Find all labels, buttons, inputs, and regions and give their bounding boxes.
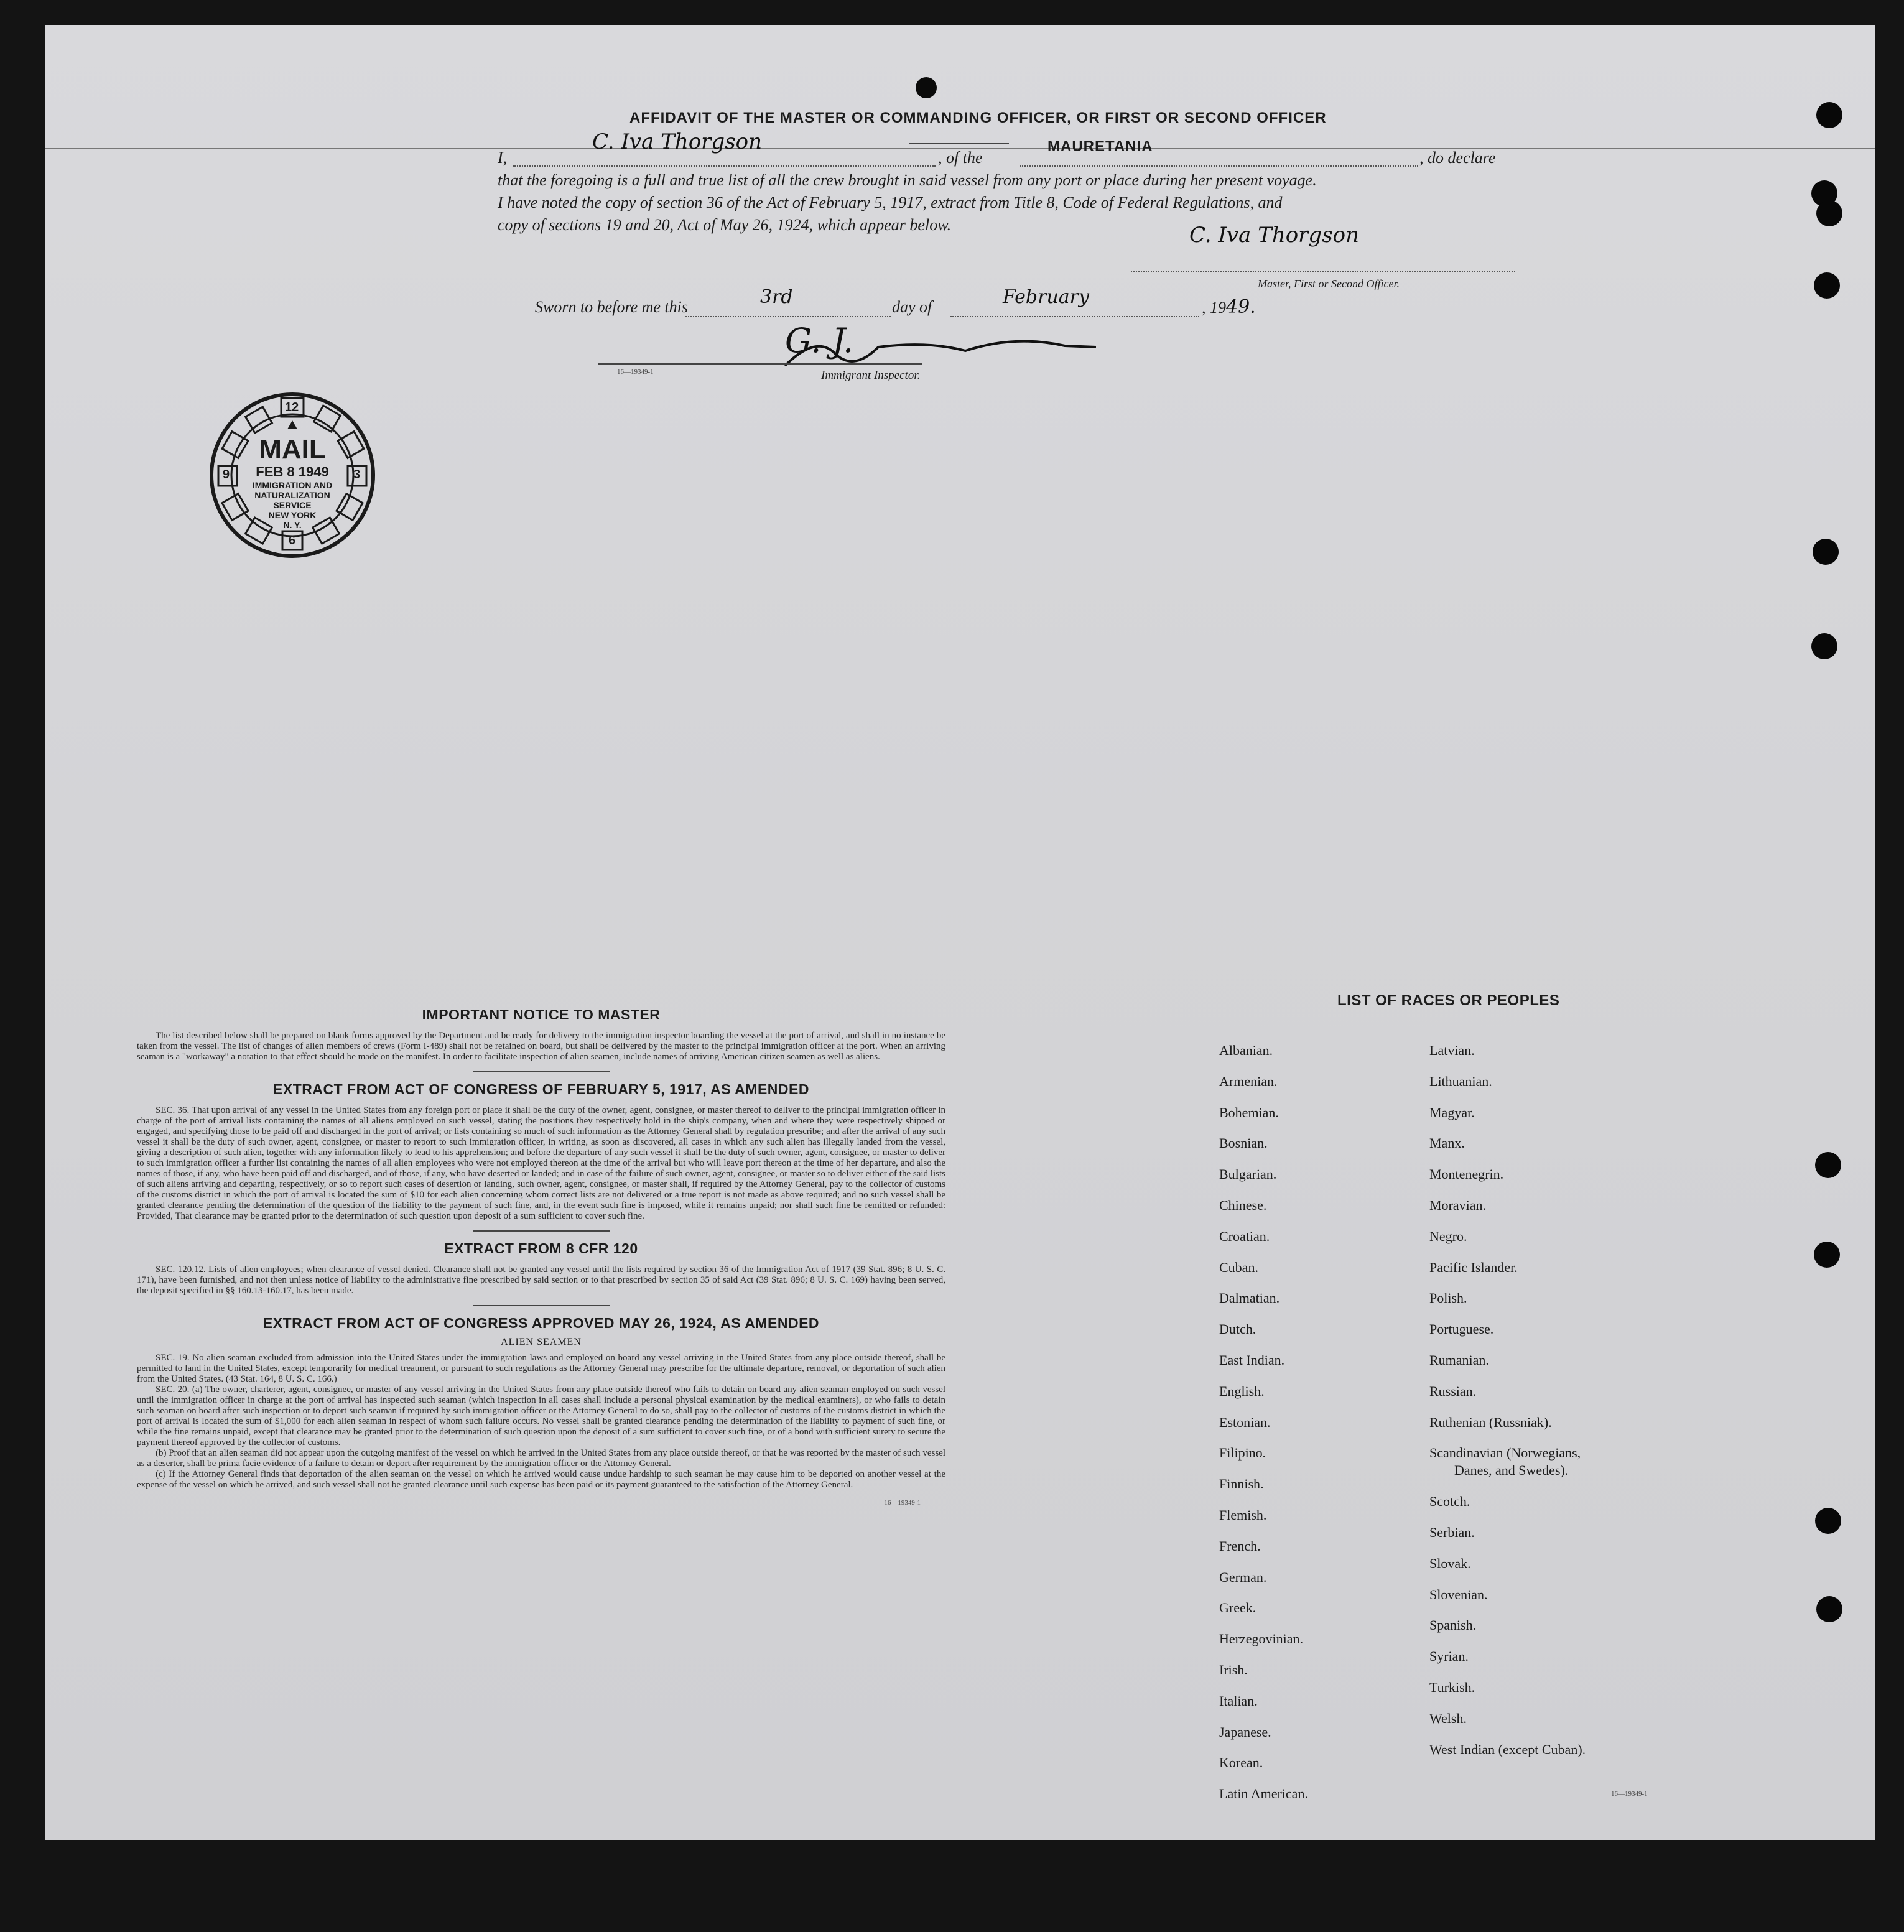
title-underline xyxy=(909,143,1009,144)
punch-hole-top xyxy=(916,77,937,98)
races-title: LIST OF RACES OR PEOPLES xyxy=(1337,992,1560,1009)
affidavit-body-line2: I have noted the copy of section 36 of the Act of February 5, 1917, extract from Title 8, Code of Federal Regulations, and xyxy=(498,193,1283,211)
vessel-name: MAURETANIA xyxy=(1047,138,1153,155)
race-item: Slovak. xyxy=(1429,1555,1471,1571)
race-item: Chinese. xyxy=(1219,1197,1267,1213)
vessel-name-line xyxy=(1020,165,1418,167)
stamp-hour-12: 12 xyxy=(285,401,299,414)
punch-hole xyxy=(1815,1152,1841,1178)
race-item: Bosnian. xyxy=(1219,1135,1268,1151)
notice-column xyxy=(137,1006,945,1507)
extract-cfr-title: EXTRACT FROM 8 CFR 120 xyxy=(444,1240,638,1256)
race-item: West Indian (except Cuban). xyxy=(1429,1741,1586,1757)
section-divider xyxy=(473,1305,610,1306)
punch-hole xyxy=(1813,539,1839,565)
race-item: Cuban. xyxy=(1219,1259,1258,1275)
races-form-number: 16—19349-1 xyxy=(1611,1790,1648,1798)
section-divider xyxy=(473,1071,610,1072)
race-item: Turkish. xyxy=(1429,1679,1475,1695)
year-value: 49. xyxy=(1226,296,1256,318)
notice-paragraph: The list described below shall be prepared on blank forms approved by the Department and be ready for delivery to the immigration inspector boarding the vessel at the port of arrival, and shall in no instance be taken from the vessel. The list of changes of alien members of crews (Form I-489) shall not be retained on board, but shall be delivered by the master to the principal immigration officer at the port. When an arriving seaman is a "workaway" a notation to that effect should be made on the manifest. In order to facilitate inspection of alien seamen, include names of arriving American citizen seamen as well as aliens. xyxy=(137,1031,945,1062)
race-item: Japanese. xyxy=(1219,1724,1271,1740)
do-declare-label: , do declare xyxy=(1419,149,1496,167)
sworn-month: February xyxy=(1003,286,1089,308)
master-caption xyxy=(1258,272,1400,295)
race-item: Bulgarian. xyxy=(1219,1166,1277,1182)
stamp-line3: SERVICE xyxy=(273,500,312,510)
extract-cfr-paragraph: SEC. 120.12. Lists of alien employees; when clearance of vessel denied. Clearance shall not be granted any vessel until the lists required by section 36 of the Immigration Act of 1917 (39 Stat. 896; 8 U. S. C. 171), have been furnished, and not then unless notice of liability to the administrative fine prescribed by said section or to that prescribed by section 35 of said Act (39 Stat. 896; 8 U. S. C. 169) having been served, the deposit specified in §§ 160.13-160.17, has been made. xyxy=(137,1265,945,1296)
race-item: Greek. xyxy=(1219,1600,1256,1616)
race-item: Spanish. xyxy=(1429,1617,1477,1633)
notice-title: IMPORTANT NOTICE TO MASTER xyxy=(422,1006,661,1023)
race-item: Herzegovinian. xyxy=(1219,1631,1303,1647)
affidavit-body-line3: copy of sections 19 and 20, Act of May 26, 1924, which appear below. xyxy=(498,216,952,234)
extract-1917-title: EXTRACT FROM ACT OF CONGRESS OF FEBRUARY 5, 1917, AS AMENDED xyxy=(273,1081,809,1097)
stamp-hour-6: 6 xyxy=(289,534,296,547)
race-item: Lithuanian. xyxy=(1429,1073,1492,1089)
race-item: Irish. xyxy=(1219,1662,1248,1678)
master-name-line xyxy=(513,165,936,167)
notice-text xyxy=(137,1031,945,1062)
race-item: Serbian. xyxy=(1429,1525,1475,1540)
extract-1924-sec19: SEC. 19. No alien seaman excluded from admission into the United States under the immigration laws and employed on board any vessel arriving in the United States from any place outside thereof, shall be permitted to land in the United States, except temporarily for medical treatment, or pursuant to such regulations as the Attorney General may prescribe for the ultimate departure, removal, or deportation of such alien from the United States. (43 Stat. 164, 8 U. S. C. 166.) xyxy=(137,1353,945,1384)
extract-1924-form-number: 16—19349-1 xyxy=(884,1499,921,1507)
document-page xyxy=(45,25,1875,1840)
year-prefix: , 19 xyxy=(1202,299,1226,317)
of-the-label: , of the xyxy=(938,149,983,167)
mail-received-stamp xyxy=(208,391,377,560)
race-item: Russian. xyxy=(1429,1383,1477,1399)
sworn-day-line xyxy=(685,316,891,317)
race-item: Dutch. xyxy=(1219,1321,1256,1337)
punch-hole xyxy=(1816,200,1842,226)
stamp-city: NEW YORK xyxy=(268,510,317,520)
punch-hole xyxy=(1811,633,1837,659)
race-item: East Indian. xyxy=(1219,1352,1285,1368)
sworn-day: 3rd xyxy=(760,286,793,308)
extract-1924-text xyxy=(137,1353,945,1490)
sworn-label: Sworn to before me this xyxy=(535,298,689,316)
master-caption-struck: First or Second Officer xyxy=(1294,277,1397,290)
race-item: Montenegrin. xyxy=(1429,1166,1504,1182)
extract-1924-sec20c: (c) If the Attorney General finds that deportation of the alien seaman on the vessel on which he arrived would cause undue hardship to such seaman he may cause him to be deported on another vessel at the expense of the vessel on which he arrived, and such vessel shall not be granted clearance until such expense has been paid or its payment guaranteed to the satisfaction of the Attorney General. xyxy=(137,1469,945,1490)
race-item: Negro. xyxy=(1429,1228,1467,1244)
inspector-signature: G. J. xyxy=(785,321,854,360)
race-item: Manx. xyxy=(1429,1135,1465,1151)
section-divider xyxy=(473,1230,610,1232)
race-item: Flemish. xyxy=(1219,1507,1267,1523)
race-item: Latvian. xyxy=(1429,1043,1475,1058)
extract-1924-sec20a: SEC. 20. (a) The owner, charterer, agent, consignee, or master of any vessel arriving in the United States from any place outside thereof who fails to detain on board any alien seaman employed on such vessel until the immigration officer in charge at the port of arrival has inspected such seaman (which inspection in all cases shall include a personal physical examination by the medical examiners), or who fails to detain such seaman on board after such inspection or to deport such seaman if required by such immigration officer or the Attorney General to do so, shall pay to the collector of customs of the customs district in which the port of arrival is located the sum of $1,000 for each alien seaman in respect of whom such failure occurs. No vessel shall be granted clearance pending the determination of the liability to payment of such fine, or while the fine remains unpaid, except that clearance may be granted prior to the determination of such question upon the deposit of a sum sufficient to cover such fine, or of a bond with sufficient surety to secure the payment thereof approved by the collector of customs. xyxy=(137,1385,945,1447)
race-item: Moravian. xyxy=(1429,1197,1487,1213)
race-item: Filipino. xyxy=(1219,1445,1266,1461)
extract-1924-title: EXTRACT FROM ACT OF CONGRESS APPROVED MAY 26, 1924, AS AMENDED xyxy=(262,1315,820,1331)
race-item: Albanian. xyxy=(1219,1043,1273,1058)
race-item: Danes, and Swedes). xyxy=(1454,1462,1569,1479)
race-item: Slovenian. xyxy=(1429,1586,1488,1602)
race-item: Rumanian. xyxy=(1429,1352,1489,1368)
race-item: Magyar. xyxy=(1429,1104,1475,1120)
extract-cfr-text xyxy=(137,1265,945,1296)
stamp-line2: NATURALIZATION xyxy=(254,490,330,500)
race-item: Syrian. xyxy=(1429,1648,1469,1665)
extract-1917-text xyxy=(137,1105,945,1222)
race-item: Scotch. xyxy=(1429,1493,1470,1510)
race-item: Dalmatian. xyxy=(1219,1290,1280,1306)
race-item: Portuguese. xyxy=(1429,1321,1494,1337)
punch-hole xyxy=(1816,102,1842,128)
race-item: English. xyxy=(1219,1383,1265,1399)
punch-hole xyxy=(1816,1596,1842,1622)
race-item: French. xyxy=(1219,1538,1261,1554)
master-signature: C. Iva Thorgson xyxy=(1189,223,1360,248)
race-item: Estonian. xyxy=(1219,1414,1271,1430)
sworn-year xyxy=(1202,296,1256,319)
race-item: Italian. xyxy=(1219,1693,1258,1709)
extract-1924-subtitle: ALIEN SEAMEN xyxy=(501,1337,582,1347)
race-item: Pacific Islander. xyxy=(1429,1259,1518,1275)
race-item: German. xyxy=(1219,1569,1267,1585)
race-item: Ruthenian (Russniak). xyxy=(1429,1414,1552,1430)
punch-hole xyxy=(1815,1508,1841,1534)
race-item: Polish. xyxy=(1429,1290,1467,1306)
punch-hole xyxy=(1814,272,1840,299)
race-item: Welsh. xyxy=(1429,1710,1467,1726)
race-item: Bohemian. xyxy=(1219,1104,1279,1120)
affidavit-i-label: I, xyxy=(498,149,508,167)
day-of-label: day of xyxy=(892,298,932,316)
race-item: Armenian. xyxy=(1219,1073,1278,1089)
stamp-mail: MAIL xyxy=(259,434,326,465)
inspector-caption: Immigrant Inspector. xyxy=(821,369,921,382)
extract-1924-sec20b: (b) Proof that an alien seaman did not appear upon the outgoing manifest of the vessel on which he arrived in the United States from any place outside thereof, or that he was reported by the master of such vessel as a deserter, shall be prima facie evidence of a failure to detain or deport after requirement by the immigration officer or the Attorney General. xyxy=(137,1448,945,1469)
stamp-line1: IMMIGRATION AND xyxy=(252,480,333,490)
race-item: Croatian. xyxy=(1219,1228,1270,1244)
race-item: Korean. xyxy=(1219,1755,1263,1771)
stamp-hour-3: 3 xyxy=(353,468,361,481)
affidavit-title: AFFIDAVIT OF THE MASTER OR COMMANDING OFFICER, OR FIRST OR SECOND OFFICER xyxy=(629,109,1327,126)
stamp-hour-9: 9 xyxy=(223,468,230,481)
race-item: Latin American. xyxy=(1219,1786,1308,1802)
punch-hole xyxy=(1814,1242,1840,1268)
master-caption-prefix: Master, xyxy=(1258,277,1291,290)
master-caption-suffix: . xyxy=(1396,277,1400,290)
race-item: Finnish. xyxy=(1219,1476,1264,1492)
stamp-date: FEB 8 1949 xyxy=(256,464,329,480)
master-name: C. Iva Thorgson xyxy=(592,129,763,154)
race-item: Scandinavian (Norwegians, xyxy=(1429,1445,1581,1461)
form-number: 16—19349-1 xyxy=(617,368,654,376)
extract-1917-paragraph: SEC. 36. That upon arrival of any vessel in the United States from any foreign port or place it shall be the duty of the owner, agent, consignee, or master thereof to deliver to the principal immigration officer in charge of the port of arrival lists containing the names of all aliens employed on such vessel, stating the positions they respectively hold in the ship's company, when and where they were respectively shipped or engaged, and specifying those to be paid off and discharged in the port of arrival; or lists containing so much of such information as the Attorney General shall by regulation prescribe; and after the arrival of any such vessel it shall be the duty of such owner, agent, consignee, or master to report to such immigration officer, in writing, as soon as discovered, all cases in which any such alien has illegally landed from the vessel, giving a description of such alien, together with any information likely to lead to his apprehension; and before the departure of any such vessel it shall be the duty of such owner, agent, consignee, or master to deliver to such immigration officer a further list containing the names of all alien employees who were not employed thereon at the time of the arrival but who will leave port thereon at the time of her departure, and also the names of those, if any, who have been paid off and discharged, and of those, if any, who have deserted or landed; and in case of the failure of such owner, agent, consignee, or master so to deliver either of the said lists of such aliens arriving and departing, respectively, or so to report such cases of desertion or landing, such owner, agent, consignee, or master shall, if required by the Attorney General, pay to the collector of customs of the customs district in which the port of arrival is located the sum of $10 for each alien concerning whom correct lists are not delivered or a true report is not made as above required; and no such vessel shall be granted clearance pending the determination of the question of the liability to the payment of such fine, and, in the event such fine is imposed, while it remains unpaid; nor shall such fine be remitted or refunded: Provided, That clearance may be granted prior to the determination of such question upon deposit of a sum sufficient to cover such fine. xyxy=(137,1105,945,1221)
sworn-month-line xyxy=(950,316,1199,317)
stamp-state: N. Y. xyxy=(283,520,302,530)
affidavit-body-line1: that the foregoing is a full and true list of all the crew brought in said vessel from any port or place during her present voyage. xyxy=(498,171,1317,189)
